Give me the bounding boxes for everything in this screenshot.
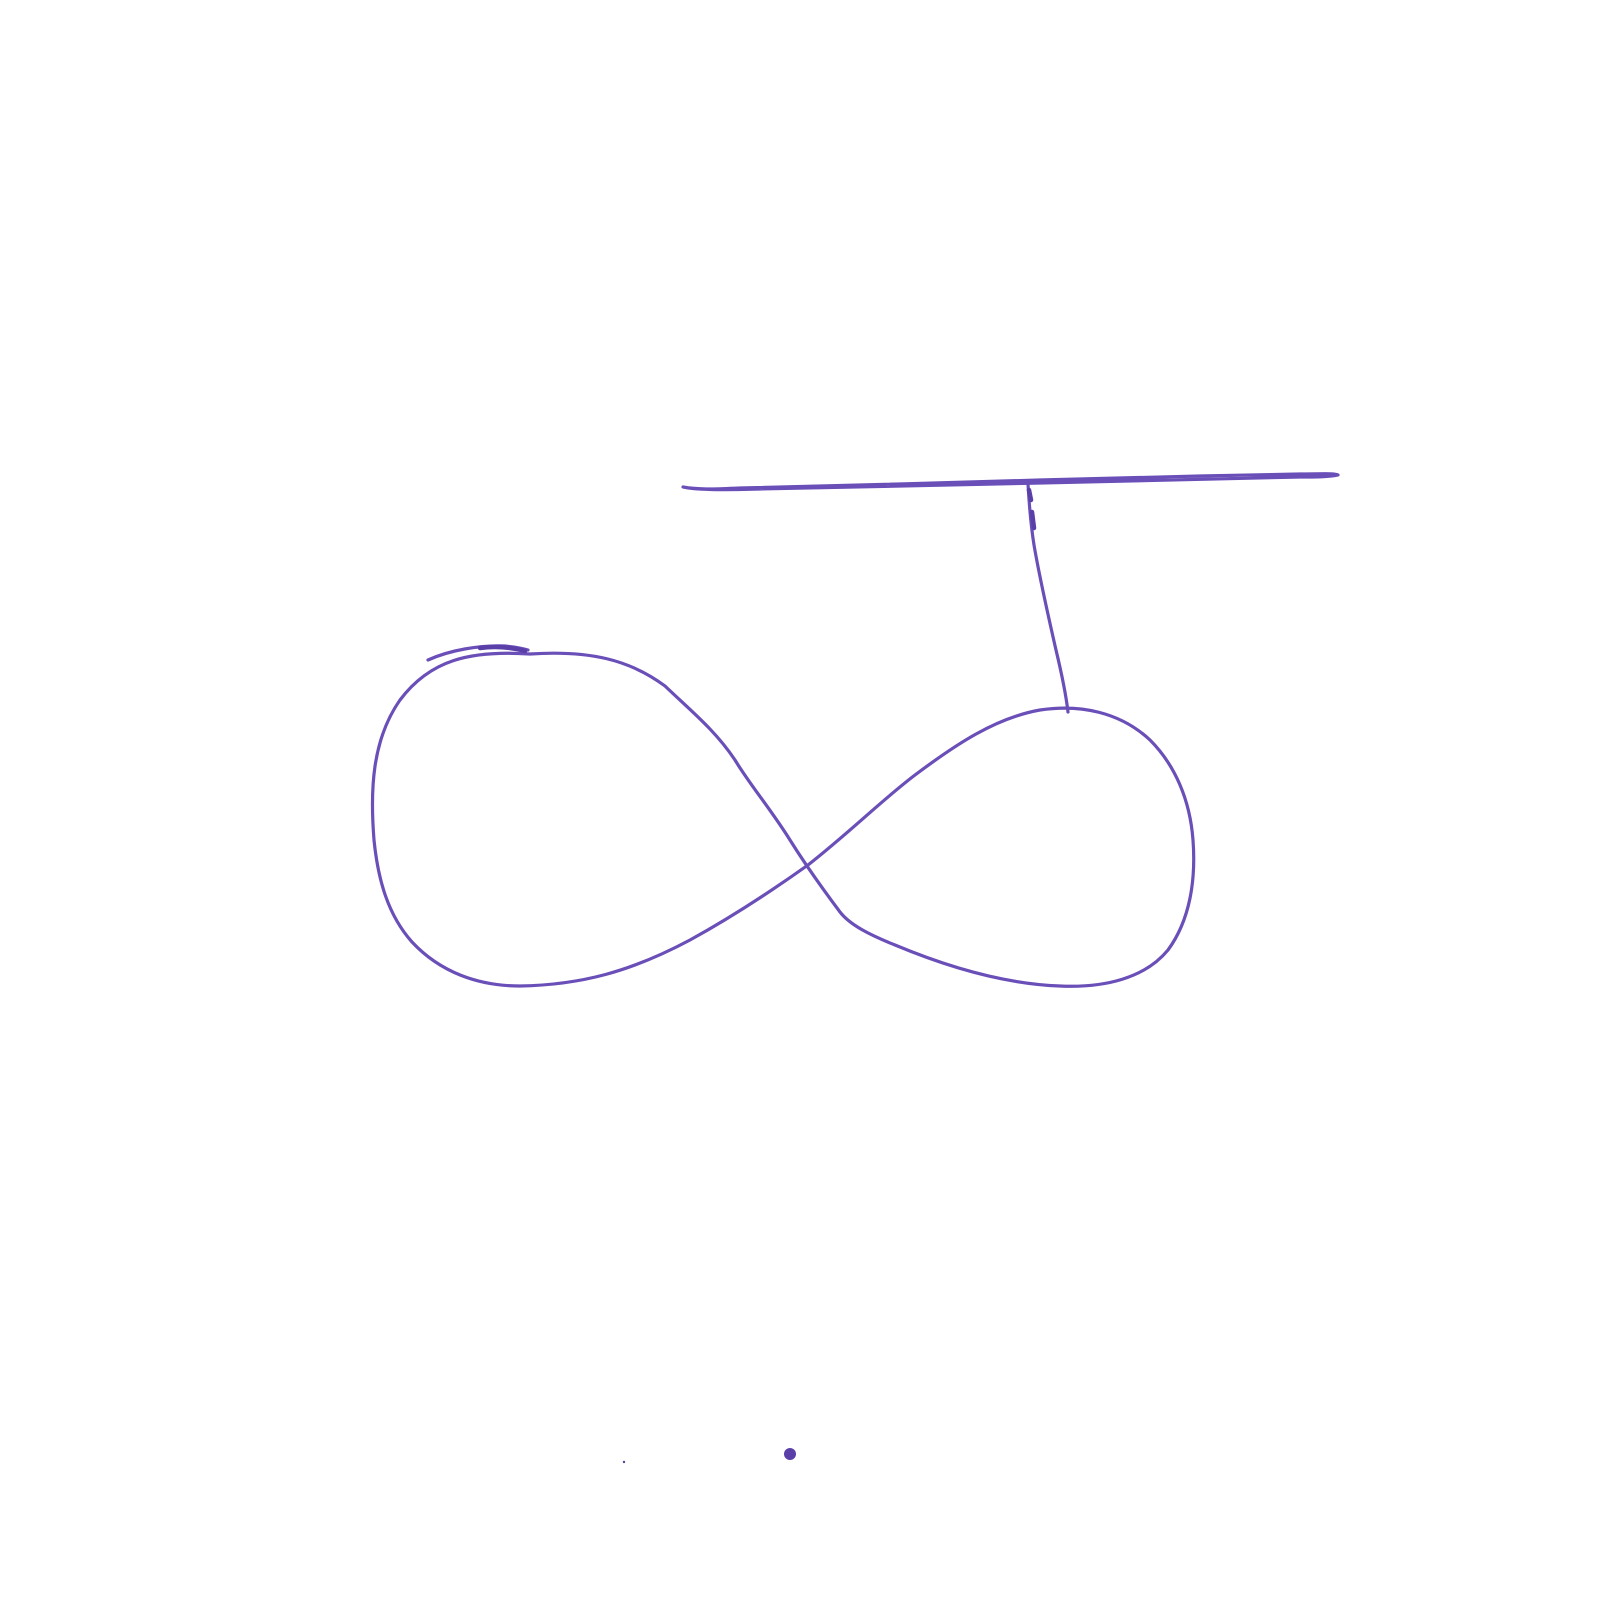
ink-speck	[623, 1461, 625, 1463]
ink-dot	[784, 1448, 796, 1460]
infinity-loop-stroke	[372, 653, 1193, 986]
loop-start-pen-mark	[480, 647, 525, 651]
top-horizontal-stroke	[683, 474, 1338, 490]
